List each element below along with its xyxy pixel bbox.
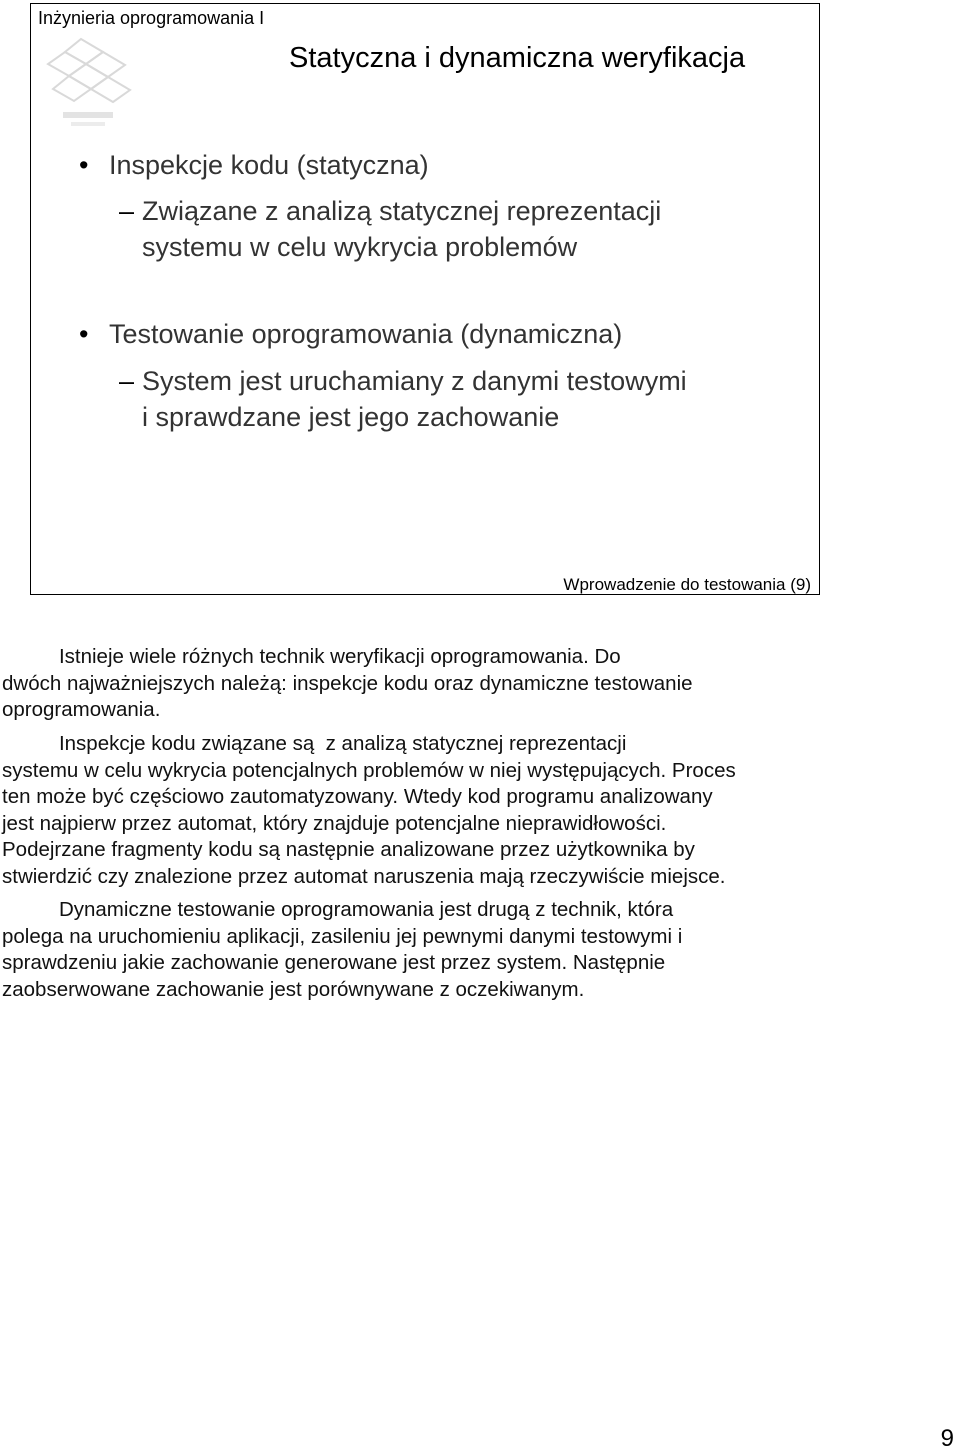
notes-line: ten może być częściowo zautomatyzowany. Wtedy kod programu analizowany bbox=[2, 785, 713, 808]
course-title: Inżynieria oprogramowania I bbox=[38, 8, 265, 28]
dash-marker: – bbox=[119, 366, 135, 396]
page-number: 9 bbox=[940, 1425, 954, 1452]
notes-line: systemu w celu wykrycia potencjalnych problemów w niej występujących. Proces bbox=[2, 758, 736, 782]
notes-line: Podejrzane fragmenty kodu są następnie analizowane przez użytkownika by bbox=[2, 838, 695, 861]
sub-bullet-line: systemu w celu wykrycia problemów bbox=[142, 232, 578, 262]
notes-paragraph bbox=[2, 731, 736, 890]
slide-footer: Wprowadzenie do testowania (9) bbox=[563, 575, 811, 594]
bullet-dot: • bbox=[79, 319, 89, 349]
notes-line: zaobserwowane zachowanie jest porównywane z oczekiwanym. bbox=[2, 977, 585, 1001]
sub-bullet-line: Związane z analizą statycznej reprezentacji bbox=[142, 196, 662, 226]
slide-title: Statyczna i dynamiczna weryfikacja bbox=[289, 42, 746, 74]
notes-line: stwierdzić czy znalezione przez automat naruszenia mają rzeczywiście miejsce. bbox=[2, 864, 726, 888]
notes-line: Inspekcje kodu związane są z analizą statycznej reprezentacji bbox=[2, 732, 627, 755]
notes-line: oprogramowania. bbox=[2, 698, 161, 721]
notes-paragraph bbox=[2, 897, 682, 1003]
notes-line: dwóch najważniejszych należą: inspekcje kodu oraz dynamiczne testowanie bbox=[2, 671, 693, 695]
bullet-text: Testowanie oprogramowania (dynamiczna) bbox=[109, 319, 623, 349]
notes-line: Istnieje wiele różnych technik weryfikacji oprogramowania. Do bbox=[2, 645, 621, 668]
notes-line: jest najpierw przez automat, który znajduje potencjalne nieprawidłowości. bbox=[2, 811, 667, 835]
slide-frame bbox=[30, 3, 820, 595]
faded-logo-graphic bbox=[41, 34, 137, 134]
notes-line: Dynamiczne testowanie oprogramowania jest drugą z technik, która bbox=[2, 898, 674, 921]
sub-bullet-line: System jest uruchamiany z danymi testowymi bbox=[142, 366, 687, 396]
bullet-dot: • bbox=[79, 150, 89, 180]
notes-line: polega na uruchomieniu aplikacji, zasileniu jej pewnymi danymi testowymi i bbox=[2, 924, 683, 948]
dash-marker: – bbox=[119, 196, 135, 226]
bullet-text: Inspekcje kodu (statyczna) bbox=[109, 150, 429, 180]
notes-line: sprawdzeniu jakie zachowanie generowane jest przez system. Następnie bbox=[2, 951, 666, 974]
notes-paragraph bbox=[2, 644, 693, 724]
sub-bullet-line: i sprawdzane jest jego zachowanie bbox=[142, 402, 560, 432]
